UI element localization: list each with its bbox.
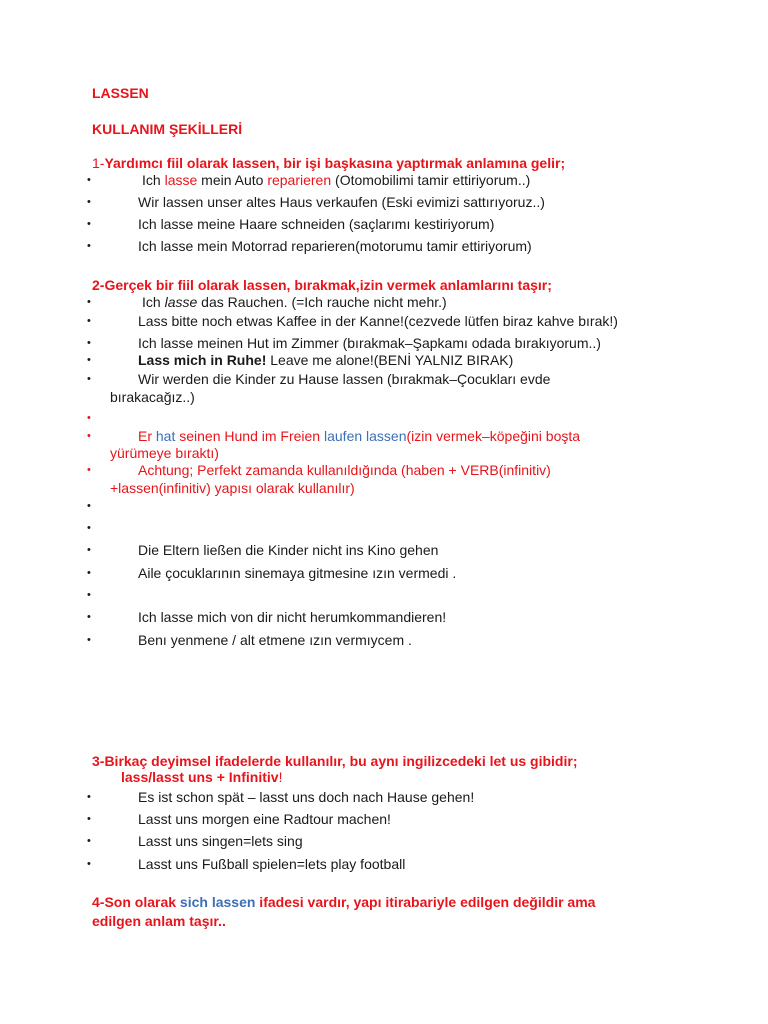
list-item: • Lass mich in Ruhe! Leave me alone!(BENİ YALNIZ BIRAK) <box>87 352 514 368</box>
section2-heading: 2-Gerçek bir fiil olarak lassen, bırakmak,izin vermek anlamlarını taşır; <box>92 277 552 293</box>
list-item: • Ich lasse mich von dir nicht herumkommandieren! <box>87 609 447 625</box>
list-item-empty <box>0 519 768 539</box>
list-item: • Es ist schon spät – lasst uns doch nach Hause gehen! <box>87 789 475 805</box>
section3-heading: 3-Birkaç deyimsel ifadelerde kullanılır, bu aynı ingilizcedeki let us gibidir; <box>92 753 578 769</box>
section4-heading-line2: edilgen anlam taşır.. <box>92 913 226 929</box>
list-item: • Wir lassen unser altes Haus verkaufen (Eski evimizi sattırıyoruz..) <box>87 194 545 210</box>
section4-heading: 4-Son olarak sich lassen ifadesi vardır, yapı itirabariyle edilgen değildir ama <box>92 894 596 910</box>
list-item-continuation: bırakacağız..) <box>110 389 195 405</box>
bullet: • <box>87 500 91 512</box>
bullet: • <box>87 412 91 424</box>
bullet: • <box>87 589 91 601</box>
list-item: • Lasst uns Fußball spielen=lets play football <box>87 856 406 872</box>
list-item: • Ich lasse meinen Hut im Zimmer (bırakmak–Şapkamı odada bırakıyorum..) <box>87 335 601 351</box>
list-item: • Ich lasse das Rauchen. (=Ich rauche nicht mehr.) <box>87 294 447 310</box>
subtitle: KULLANIM ŞEKİLLERİ <box>92 121 243 137</box>
list-item-empty <box>0 497 768 517</box>
list-item: • Achtung; Perfekt zamanda kullanıldığında (haben + VERB(infinitiv) <box>87 462 551 478</box>
list-item: • Lass bitte noch etwas Kaffee in der Kanne!(cezvede lütfen biraz kahve bırak!) <box>87 313 618 329</box>
list-item: • Ich lasse meine Haare schneiden (saçlarımı kestiriyorum) <box>87 216 495 232</box>
bullet: • <box>87 522 91 534</box>
bullet: • <box>87 813 91 825</box>
list-item: • Lasst uns morgen eine Radtour machen! <box>87 811 391 827</box>
list-item: • Ich lasse mein Auto reparieren (Otomobilimi tamir ettiriyorum..) <box>87 172 531 188</box>
list-item: • Er hat seinen Hund im Freien laufen lassen(izin vermek–köpeğini boşta <box>87 428 581 444</box>
section1-heading: 1-Yardımcı fiil olarak lassen, bir işi başkasına yaptırmak anlamına gelir; <box>92 155 566 171</box>
list-item: • Aile çocuklarının sinemaya gitmesine ızın vermedi . <box>87 565 457 581</box>
list-item: • Benı yenmene / alt etmene ızın vermıycem . <box>87 632 412 648</box>
bullet: • <box>87 240 91 252</box>
bullet: • <box>87 611 91 623</box>
list-item-continuation: yürümeye bıraktı) <box>110 445 219 461</box>
list-item: • Lasst uns singen=lets sing <box>87 833 303 849</box>
bullet: • <box>87 218 91 230</box>
bullet: • <box>87 567 91 579</box>
list-item: • Die Eltern ließen die Kinder nicht ins Kino gehen <box>87 542 439 558</box>
list-item-empty <box>0 409 768 429</box>
bullet: • <box>87 858 91 870</box>
bullet: • <box>87 174 91 186</box>
title: LASSEN <box>92 85 149 101</box>
bullet: • <box>87 464 91 476</box>
bullet: • <box>87 634 91 646</box>
bullet: • <box>87 354 91 366</box>
bullet: • <box>87 196 91 208</box>
bullet: • <box>87 430 91 442</box>
list-item: • Ich lasse mein Motorrad reparieren(motorumu tamir ettiriyorum) <box>87 238 532 254</box>
bullet: • <box>87 791 91 803</box>
section3-subheading: lass/lasst uns + Infinitiv! <box>121 769 283 785</box>
bullet: • <box>87 373 91 385</box>
bullet: • <box>87 337 91 349</box>
bullet: • <box>87 315 91 327</box>
bullet: • <box>87 296 91 308</box>
list-item-empty <box>0 586 768 606</box>
bullet: • <box>87 544 91 556</box>
bullet: • <box>87 835 91 847</box>
list-item: • Wir werden die Kinder zu Hause lassen (bırakmak–Çocukları evde <box>87 371 551 387</box>
list-item-continuation: +lassen(infinitiv) yapısı olarak kullanılır) <box>110 480 355 496</box>
